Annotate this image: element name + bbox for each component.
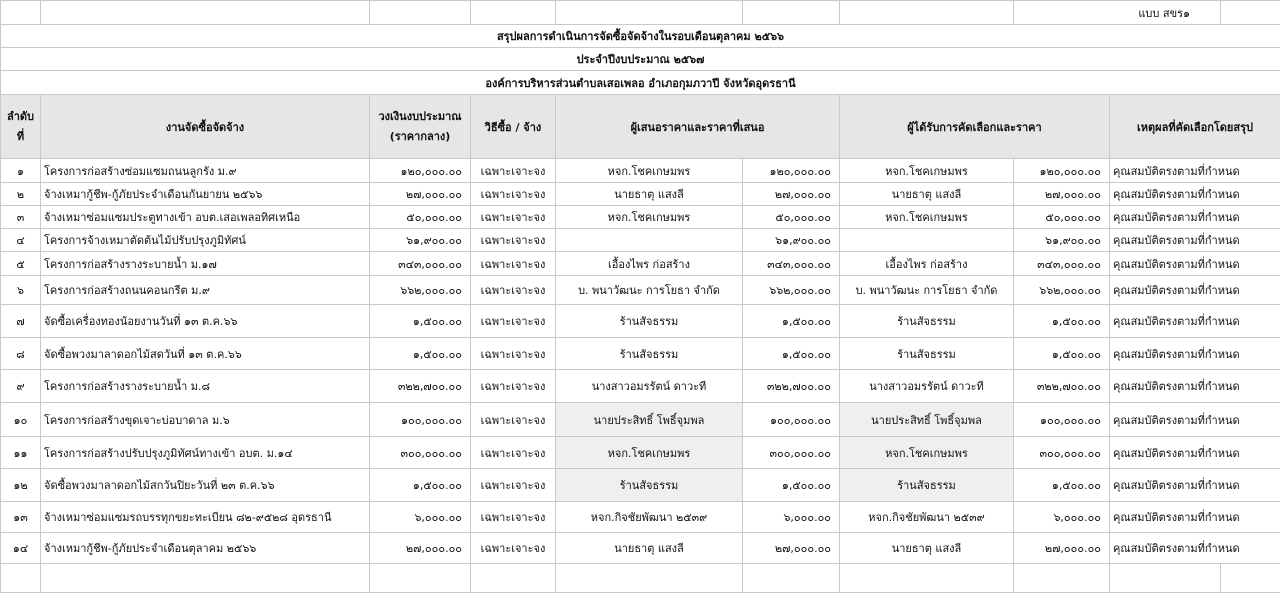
budget-amount: ๓๒๒,๗๐๐.๐๐ [370,370,471,403]
table-row [1,502,1280,533]
selection-reason: คุณสมบัติตรงตามที่กำหนด [1110,159,1280,183]
winner-name: ร้านสัจธรรม [840,305,1014,338]
bid-price: ๑,๕๐๐.๐๐ [743,338,840,370]
winner-price: ๒๗,๐๐๐.๐๐ [1014,183,1110,206]
winner-name: นางสาวอมรรัตน์ ดาวะที [840,370,1014,403]
header-selected: ผู้ได้รับการคัดเลือกและราคา [840,95,1110,159]
winner-name: หจก.โชคเกษมพร [840,159,1014,183]
winner-name: หจก.โชคเกษมพร [840,206,1014,229]
procurement-method: เฉพาะเจาะจง [471,276,556,305]
table-row [1,229,1280,252]
procurement-method: เฉพาะเจาะจง [471,252,556,276]
header-method: วิธีซื้อ / จ้าง [471,95,556,159]
bid-price: ๑๐๐,๐๐๐.๐๐ [743,403,840,437]
budget-amount: ๑๐๐,๐๐๐.๐๐ [370,403,471,437]
winner-name [840,229,1014,252]
title-row-2 [1,48,1280,71]
winner-price: ๖,๐๐๐.๐๐ [1014,502,1110,533]
bidder-name: ร้านสัจธรรม [556,469,743,502]
table-header-row [1,95,1280,159]
bidder-name: นายธาตุ แสงลี [556,183,743,206]
report-title: สรุปผลการดำเนินการจัดซื้อจัดจ้างในรอบเดือนตุลาคม ๒๕๖๖ [1,25,1280,48]
selection-reason: คุณสมบัติตรงตามที่กำหนด [1110,403,1280,437]
bidder-name: เอื้องไพร ก่อสร้าง [556,252,743,276]
organization-title: องค์การบริหารส่วนตำบลเสอเพลอ อำเภอกุมภวาปี จังหวัดอุดรธานี [1,71,1280,95]
procurement-method: เฉพาะเจาะจง [471,403,556,437]
bidder-name: ร้านสัจธรรม [556,305,743,338]
work-title: จ้างเหมาซ่อมแซมประตูทางเข้า อบต.เสอเพลอทิศเหนือ [41,206,370,229]
budget-amount: ๕๐,๐๐๐.๐๐ [370,206,471,229]
selection-reason: คุณสมบัติตรงตามที่กำหนด [1110,370,1280,403]
bid-price: ๖๑,๙๐๐.๐๐ [743,229,840,252]
row-number: ๔ [1,229,41,252]
winner-price: ๒๗,๐๐๐.๐๐ [1014,533,1110,564]
bid-price: ๑,๕๐๐.๐๐ [743,305,840,338]
work-title: จ้างเหมากู้ชีพ-กู้ภัยประจำเดือนตุลาคม ๒๕๖๖ [41,533,370,564]
winner-price: ๕๐,๐๐๐.๐๐ [1014,206,1110,229]
bidder-name: หจก.โชคเกษมพร [556,159,743,183]
budget-amount: ๑,๕๐๐.๐๐ [370,305,471,338]
budget-amount: ๖๖๒,๐๐๐.๐๐ [370,276,471,305]
budget-amount: ๓๔๓,๐๐๐.๐๐ [370,252,471,276]
winner-price: ๑๒๐,๐๐๐.๐๐ [1014,159,1110,183]
selection-reason: คุณสมบัติตรงตามที่กำหนด [1110,533,1280,564]
budget-amount: ๖๑,๙๐๐.๐๐ [370,229,471,252]
winner-name: เอื้องไพร ก่อสร้าง [840,252,1014,276]
procurement-method: เฉพาะเจาะจง [471,469,556,502]
winner-price: ๓๒๒,๗๐๐.๐๐ [1014,370,1110,403]
row-number: ๑๐ [1,403,41,437]
work-title: โครงการก่อสร้างซ่อมแซมถนนลูกรัง ม.๙ [41,159,370,183]
row-number: ๕ [1,252,41,276]
work-title: จัดซื้อพวงมาลาดอกไม้สดวันที่ ๑๓ ต.ค.๖๖ [41,338,370,370]
budget-amount: ๑,๕๐๐.๐๐ [370,469,471,502]
bidder-name: ร้านสัจธรรม [556,338,743,370]
header-work: งานจัดซื้อจัดจ้าง [41,95,370,159]
table-body [1,159,1280,564]
header-no: ลำดับที่ [1,95,41,159]
bid-price: ๒๗,๐๐๐.๐๐ [743,533,840,564]
selection-reason: คุณสมบัติตรงตามที่กำหนด [1110,338,1280,370]
table-row [1,437,1280,469]
bidder-name: นายประสิทธิ์ โพธิ์จุมพล [556,403,743,437]
winner-name: หจก.โชคเกษมพร [840,437,1014,469]
form-code-row [1,1,1280,25]
winner-price: ๑,๕๐๐.๐๐ [1014,469,1110,502]
table-row [1,276,1280,305]
winner-name: นายธาตุ แสงลี [840,183,1014,206]
selection-reason: คุณสมบัติตรงตามที่กำหนด [1110,276,1280,305]
selection-reason: คุณสมบัติตรงตามที่กำหนด [1110,502,1280,533]
table-row [1,469,1280,502]
bidder-name [556,229,743,252]
title-row-1 [1,25,1280,48]
winner-price: ๖๖๒,๐๐๐.๐๐ [1014,276,1110,305]
bidder-name: นางสาวอมรรัตน์ ดาวะที [556,370,743,403]
work-title: โครงการจ้างเหมาตัดต้นไม้ปรับปรุงภูมิทัศน์ [41,229,370,252]
table-row [1,252,1280,276]
bid-price: ๕๐,๐๐๐.๐๐ [743,206,840,229]
row-number: ๒ [1,183,41,206]
selection-reason: คุณสมบัติตรงตามที่กำหนด [1110,305,1280,338]
winner-price: ๖๑,๙๐๐.๐๐ [1014,229,1110,252]
winner-price: ๑,๕๐๐.๐๐ [1014,305,1110,338]
selection-reason: คุณสมบัติตรงตามที่กำหนด [1110,183,1280,206]
table-row [1,338,1280,370]
row-number: ๑๒ [1,469,41,502]
row-number: ๙ [1,370,41,403]
empty-row [1,564,1280,593]
procurement-method: เฉพาะเจาะจง [471,533,556,564]
table-row [1,159,1280,183]
winner-price: ๓๐๐,๐๐๐.๐๐ [1014,437,1110,469]
row-number: ๑ [1,159,41,183]
header-bidders: ผู้เสนอราคาและราคาที่เสนอ [556,95,840,159]
work-title: โครงการก่อสร้างรางระบายน้ำ ม.๘ [41,370,370,403]
bidder-name: บ. พนาวัฒนะ การโยธา จำกัด [556,276,743,305]
table-row [1,206,1280,229]
winner-name: นายประสิทธิ์ โพธิ์จุมพล [840,403,1014,437]
table-row [1,183,1280,206]
procurement-method: เฉพาะเจาะจง [471,370,556,403]
row-number: ๑๓ [1,502,41,533]
winner-price: ๑,๕๐๐.๐๐ [1014,338,1110,370]
work-title: โครงการก่อสร้างขุดเจาะบ่อบาดาล ม.๖ [41,403,370,437]
procurement-method: เฉพาะเจาะจง [471,206,556,229]
procurement-method: เฉพาะเจาะจง [471,502,556,533]
row-number: ๘ [1,338,41,370]
bid-price: ๓๐๐,๐๐๐.๐๐ [743,437,840,469]
bid-price: ๑,๕๐๐.๐๐ [743,469,840,502]
bidder-name: หจก.กิจชัยพัฒนา ๒๕๓๙ [556,502,743,533]
budget-amount: ๒๗,๐๐๐.๐๐ [370,533,471,564]
row-number: ๑๑ [1,437,41,469]
work-title: จัดซื้อเครื่องทองน้อยงานวันที่ ๑๓ ต.ค.๖๖ [41,305,370,338]
procurement-method: เฉพาะเจาะจง [471,338,556,370]
bidder-name: หจก.โชคเกษมพร [556,206,743,229]
selection-reason: คุณสมบัติตรงตามที่กำหนด [1110,206,1280,229]
table-row [1,370,1280,403]
bid-price: ๓๒๒,๗๐๐.๐๐ [743,370,840,403]
title-row-3 [1,71,1280,95]
budget-amount: ๑๒๐,๐๐๐.๐๐ [370,159,471,183]
table-row [1,403,1280,437]
bidder-name: หจก.โชคเกษมพร [556,437,743,469]
work-title: โครงการก่อสร้างปรับปรุงภูมิทัศน์ทางเข้า อบต. ม.๑๔ [41,437,370,469]
header-reason: เหตุผลที่คัดเลือกโดยสรุป [1110,95,1280,159]
form-code: แบบ สขร๑ [1014,1,1221,25]
row-number: ๖ [1,276,41,305]
procurement-method: เฉพาะเจาะจง [471,183,556,206]
header-budget: วงเงินงบประมาณ (ราคากลาง) [370,95,471,159]
selection-reason: คุณสมบัติตรงตามที่กำหนด [1110,252,1280,276]
bid-price: ๒๗,๐๐๐.๐๐ [743,183,840,206]
bid-price: ๖๖๒,๐๐๐.๐๐ [743,276,840,305]
budget-amount: ๒๗,๐๐๐.๐๐ [370,183,471,206]
row-number: ๑๔ [1,533,41,564]
bidder-name: นายธาตุ แสงลี [556,533,743,564]
winner-name: ร้านสัจธรรม [840,338,1014,370]
row-number: ๗ [1,305,41,338]
work-title: จ้างเหมากู้ชีพ-กู้ภัยประจำเดือนกันยายน ๒๕๖๖ [41,183,370,206]
work-title: จัดซื้อพวงมาลาดอกไม้สกวันปิยะวันที่ ๒๓ ต.ค.๖๖ [41,469,370,502]
selection-reason: คุณสมบัติตรงตามที่กำหนด [1110,229,1280,252]
bid-price: ๓๔๓,๐๐๐.๐๐ [743,252,840,276]
procurement-method: เฉพาะเจาะจง [471,159,556,183]
selection-reason: คุณสมบัติตรงตามที่กำหนด [1110,437,1280,469]
row-number: ๓ [1,206,41,229]
procurement-method: เฉพาะเจาะจง [471,437,556,469]
fiscal-year-title: ประจำปีงบประมาณ ๒๕๖๗ [1,48,1280,71]
bid-price: ๑๒๐,๐๐๐.๐๐ [743,159,840,183]
bid-price: ๖,๐๐๐.๐๐ [743,502,840,533]
procurement-method: เฉพาะเจาะจง [471,305,556,338]
procurement-method: เฉพาะเจาะจง [471,229,556,252]
winner-name: บ. พนาวัฒนะ การโยธา จำกัด [840,276,1014,305]
work-title: จ้างเหมาซ่อมแซมรถบรรทุกขยะทะเบียน ๘๒-๙๕๒๘ อุดรธานี [41,502,370,533]
budget-amount: ๖,๐๐๐.๐๐ [370,502,471,533]
work-title: โครงการก่อสร้างถนนคอนกรีต ม.๙ [41,276,370,305]
selection-reason: คุณสมบัติตรงตามที่กำหนด [1110,469,1280,502]
winner-name: ร้านสัจธรรม [840,469,1014,502]
work-title: โครงการก่อสร้างรางระบายน้ำ ม.๑๗ [41,252,370,276]
budget-amount: ๓๐๐,๐๐๐.๐๐ [370,437,471,469]
winner-name: นายธาตุ แสงลี [840,533,1014,564]
winner-name: หจก.กิจชัยพัฒนา ๒๕๓๙ [840,502,1014,533]
table-row [1,305,1280,338]
table-row [1,533,1280,564]
winner-price: ๑๐๐,๐๐๐.๐๐ [1014,403,1110,437]
winner-price: ๓๔๓,๐๐๐.๐๐ [1014,252,1110,276]
budget-amount: ๑,๕๐๐.๐๐ [370,338,471,370]
